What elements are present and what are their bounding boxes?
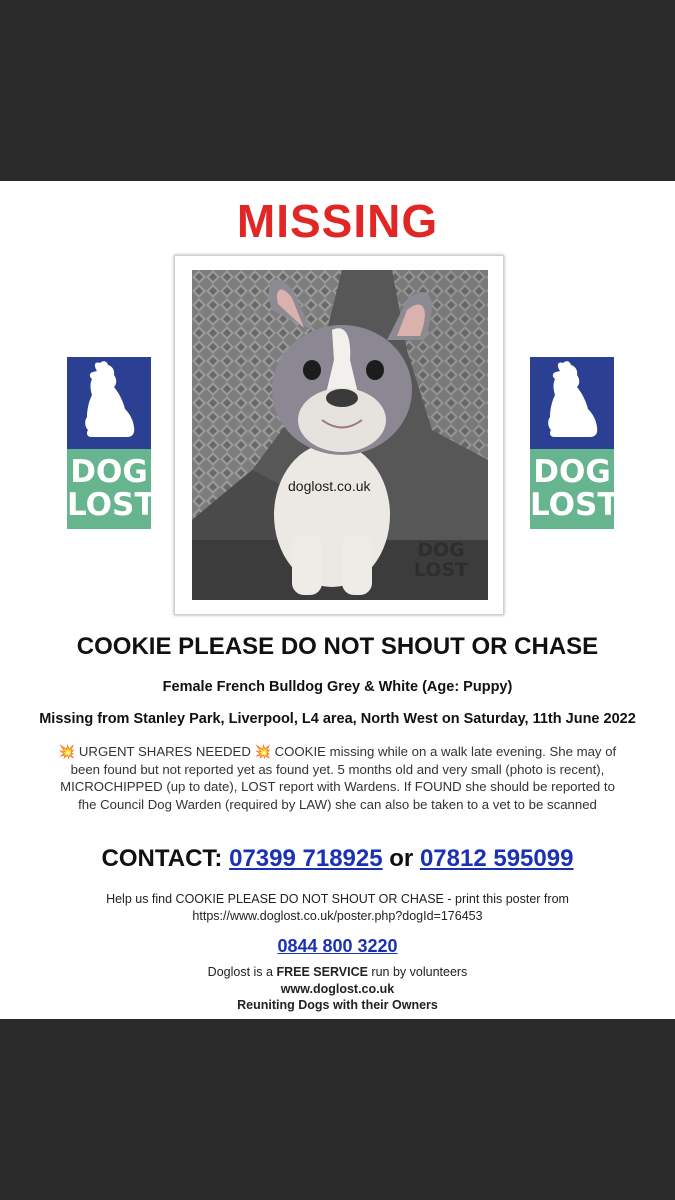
logo-text-dog: DOG <box>70 454 148 490</box>
poster-url: https://www.doglost.co.uk/poster.php?dogId=176453 <box>192 909 483 923</box>
website-link[interactable]: www.doglost.co.uk <box>280 981 395 996</box>
breed-description: Female French Bulldog Grey & White (Age: Puppy) <box>162 679 513 695</box>
tagline: Reuniting Dogs with their Owners <box>237 998 438 1012</box>
footer-info <box>0 964 675 1014</box>
desc-line-3: MICROCHIPPED (up to date), LOST report with Wardens. If FOUND she should be reported to <box>60 779 615 794</box>
logo-bottom-panel <box>530 449 619 529</box>
doglost-logo-right <box>530 357 619 529</box>
logo-top-panel <box>530 357 614 449</box>
logo-text-lost: LOST <box>530 487 619 523</box>
contact-label: CONTACT: <box>101 845 223 872</box>
dog-silhouette-icon <box>67 357 151 449</box>
photo-logo-lost: LOST <box>413 559 469 581</box>
desc-line-4: fhe Council Dog Warden (required by LAW) she can also be taken to a vet to be scanned <box>78 796 597 812</box>
logo-top-panel <box>67 357 151 449</box>
collision-emoji-icon: 💥 <box>254 744 271 759</box>
contact-line <box>0 845 675 873</box>
contact-or: or <box>389 845 414 872</box>
doglost-logo-left <box>67 357 156 529</box>
desc-urgent-text: URGENT SHARES NEEDED <box>78 744 251 759</box>
photo-corner-logo <box>396 540 486 580</box>
contact-phone-1-link[interactable]: 07399 718925 <box>229 845 383 872</box>
free-prefix: Doglost is a <box>207 965 273 979</box>
desc-line-1-rest: COOKIE missing while on a walk late evening. She may of <box>274 744 617 759</box>
logo-text-lost: LOST <box>67 487 156 523</box>
dog-description <box>0 743 675 813</box>
help-line-1: Help us find COOKIE PLEASE DO NOT SHOUT OR CHASE - print this poster from <box>106 892 569 906</box>
helpline-phone-link[interactable]: 0844 800 3220 <box>277 936 398 956</box>
free-suffix: run by volunteers <box>371 965 468 979</box>
poster-title: MISSING <box>236 195 439 247</box>
dog-photo <box>192 270 488 600</box>
desc-line-2: been found but not reported yet as found yet. 5 months old and very small (photo is recent), <box>70 761 605 777</box>
collision-emoji-icon: 💥 <box>58 744 76 759</box>
free-service-line <box>0 964 675 981</box>
photo-logo-dog: DOG <box>417 539 465 561</box>
logo-text-dog: DOG <box>533 454 611 490</box>
help-text <box>0 891 675 925</box>
photo-watermark: doglost.co.uk <box>288 478 371 494</box>
dog-photo-frame <box>174 255 504 615</box>
contact-phone-2-link[interactable]: 07812 595099 <box>419 845 574 872</box>
missing-location-date: Missing from Stanley Park, Liverpool, L4 area, North West on Saturday, 11th June 2022 <box>39 711 636 727</box>
poster-headline: COOKIE PLEASE DO NOT SHOUT OR CHASE <box>76 633 599 660</box>
missing-poster <box>0 181 675 1019</box>
dog-silhouette-icon <box>530 357 614 449</box>
logo-bottom-panel <box>67 449 156 529</box>
free-service-bold: FREE SERVICE <box>276 965 368 979</box>
desc-line-1 <box>0 743 675 761</box>
